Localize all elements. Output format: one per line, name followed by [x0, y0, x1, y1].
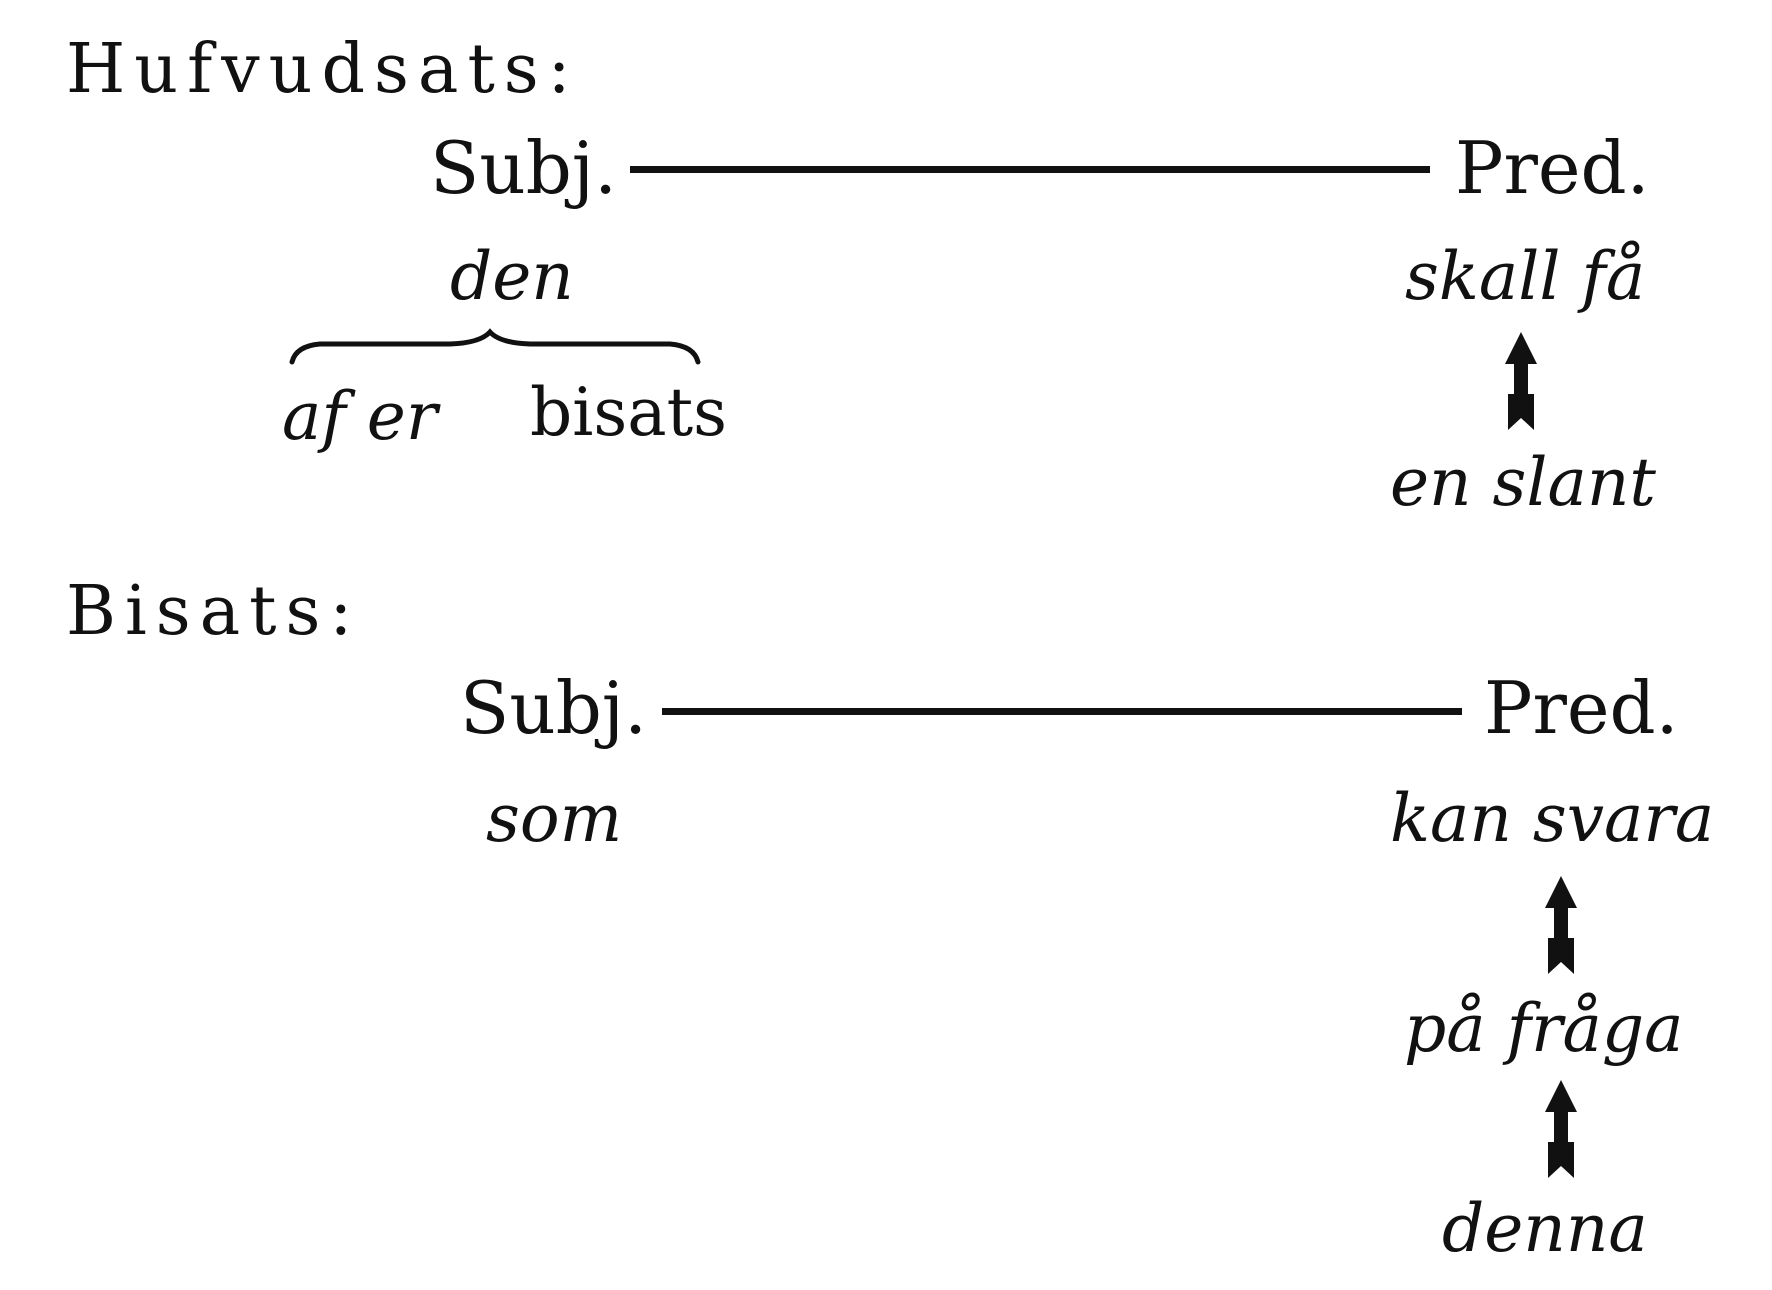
main-subject-predicate-line [630, 166, 1430, 173]
subordinate-subject-label: Subj. [460, 666, 647, 750]
main-predicate-label: Pred. [1455, 126, 1650, 210]
main-clause-label: Hufvudsats: [66, 30, 580, 109]
main-subject-word: den [450, 238, 574, 315]
main-predicate-modifier: en slant [1390, 444, 1656, 521]
curly-brace-icon [290, 330, 700, 370]
main-predicate-word: skall få [1405, 238, 1646, 315]
up-arrow-icon [1540, 876, 1582, 976]
main-subject-label: Subj. [430, 126, 617, 210]
subordinate-predicate-label: Pred. [1484, 666, 1679, 750]
subordinate-subject-predicate-line [662, 708, 1462, 715]
subordinate-subject-word: som [486, 780, 623, 857]
up-arrow-icon [1500, 332, 1542, 432]
up-arrow-icon [1540, 1080, 1582, 1180]
main-subject-modifier-left: af er [282, 378, 438, 455]
subordinate-predicate-modifier: på fråga [1404, 990, 1684, 1067]
main-subject-modifier-right: bisats [530, 374, 727, 451]
subordinate-clause-label: Bisats: [66, 572, 362, 651]
subordinate-predicate-word: kan svara [1390, 780, 1715, 857]
subordinate-predicate-modifier-nested: denna [1442, 1190, 1648, 1267]
